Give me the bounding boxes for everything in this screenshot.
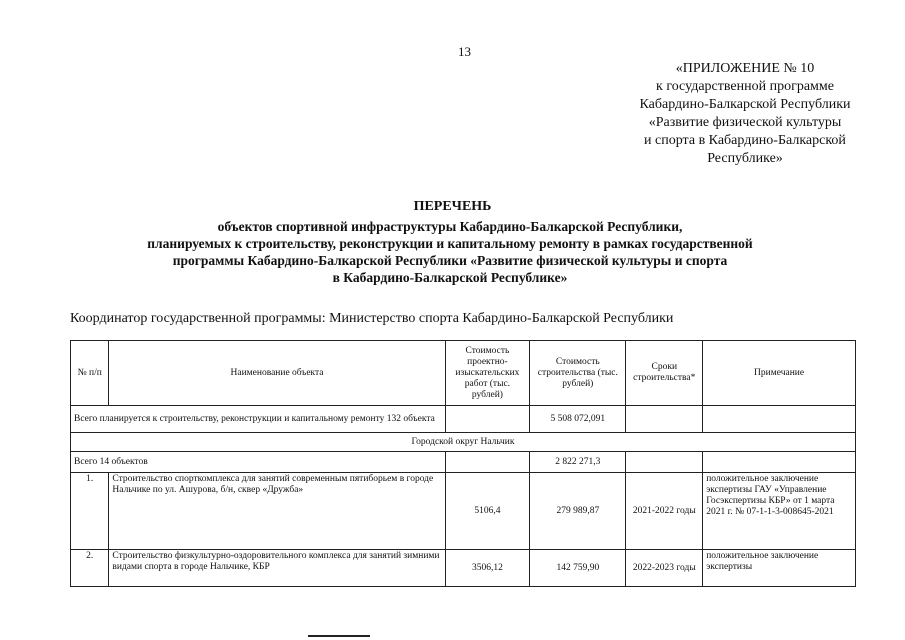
district-total-build-cost: 2 822 271,3 — [530, 452, 626, 473]
row-design-cost: 5106,4 — [445, 473, 530, 550]
grand-total-label: Всего планируется к строительству, реконструкции и капитальному ремонту 132 объекта — [71, 406, 446, 433]
subtitle-line: в Кабардино-Балкарской Республике» — [332, 270, 568, 285]
row-num: 1. — [71, 473, 109, 550]
grand-total-note — [703, 406, 856, 433]
header-build-cost: Стоимость строительства (тыс. рублей) — [530, 341, 626, 406]
district-name: Городской округ Нальчик — [71, 433, 856, 452]
district-total-term — [626, 452, 703, 473]
district-total-design-cost — [445, 452, 530, 473]
appendix-line: к государственной программе — [656, 79, 834, 94]
row-note: положительное заключение экспертизы ГАУ «Управление Госэкспертизы КБР» от 1 марта 2021 г. № 07-1-1-3-008645-2021 — [703, 473, 856, 550]
appendix-block — [595, 60, 895, 168]
table-row — [71, 473, 856, 550]
grand-total-build-cost: 5 508 072,091 — [530, 406, 626, 433]
row-name: Строительство спорткомплекса для занятий современным пятиборьем в городе Нальчике по ул. Ашурова, б/н, сквер «Дружба» — [109, 473, 445, 550]
appendix-line: Кабардино-Балкарской Республики — [639, 97, 851, 112]
subtitle-line: программы Кабардино-Балкарской Республики «Развитие физической культуры и спорта — [172, 253, 728, 268]
document-title: ПЕРЕЧЕНЬ — [413, 199, 492, 214]
subtitle-line: планируемых к строительству, реконструкции и капитальному ремонту в рамках государственной — [147, 236, 753, 251]
header-num: № п/п — [71, 341, 109, 406]
footer-mark — [308, 631, 598, 640]
row-design-cost: 3506,12 — [445, 550, 530, 587]
appendix-line: «Развитие физической культуры — [648, 115, 842, 130]
footer-rule — [308, 635, 370, 637]
table-row-district-total — [71, 452, 856, 473]
row-name: Строительство физкультурно-оздоровительного комплекса для занятий зимними видами спорта в городе Нальчике, КБР — [109, 550, 445, 587]
row-term: 2022-2023 годы — [626, 550, 703, 587]
district-total-label: Всего 14 объектов — [71, 452, 446, 473]
coordinator-line: Координатор государственной программы: Министерство спорта Кабардино-Балкарской Республики — [70, 311, 674, 326]
header-name: Наименование объекта — [109, 341, 445, 406]
row-num: 2. — [71, 550, 109, 587]
row-term: 2021-2022 годы — [626, 473, 703, 550]
grand-total-design-cost — [445, 406, 530, 433]
table-row-district — [71, 433, 856, 452]
row-build-cost: 142 759,90 — [530, 550, 626, 587]
district-total-note — [703, 452, 856, 473]
table-header-row — [71, 341, 856, 406]
row-build-cost: 279 989,87 — [530, 473, 626, 550]
objects-table — [70, 340, 856, 587]
row-note: положительное заключение экспертизы — [703, 550, 856, 587]
table-row — [71, 550, 856, 587]
page-number: 13 — [458, 44, 471, 59]
grand-total-term — [626, 406, 703, 433]
header-note: Примечание — [703, 341, 856, 406]
appendix-title: «ПРИЛОЖЕНИЕ № 10 — [675, 61, 815, 76]
appendix-line: и спорта в Кабардино-Балкарской — [644, 133, 846, 148]
document-subtitle — [70, 218, 830, 286]
subtitle-line: объектов спортивной инфраструктуры Кабардино-Балкарской Республики, — [217, 219, 683, 234]
header-design-cost: Стоимость проектно-изыскательских работ (тыс. рублей) — [445, 341, 530, 406]
table-row-grand-total — [71, 406, 856, 433]
header-term: Сроки строительства* — [626, 341, 703, 406]
appendix-line: Республике» — [707, 151, 783, 166]
